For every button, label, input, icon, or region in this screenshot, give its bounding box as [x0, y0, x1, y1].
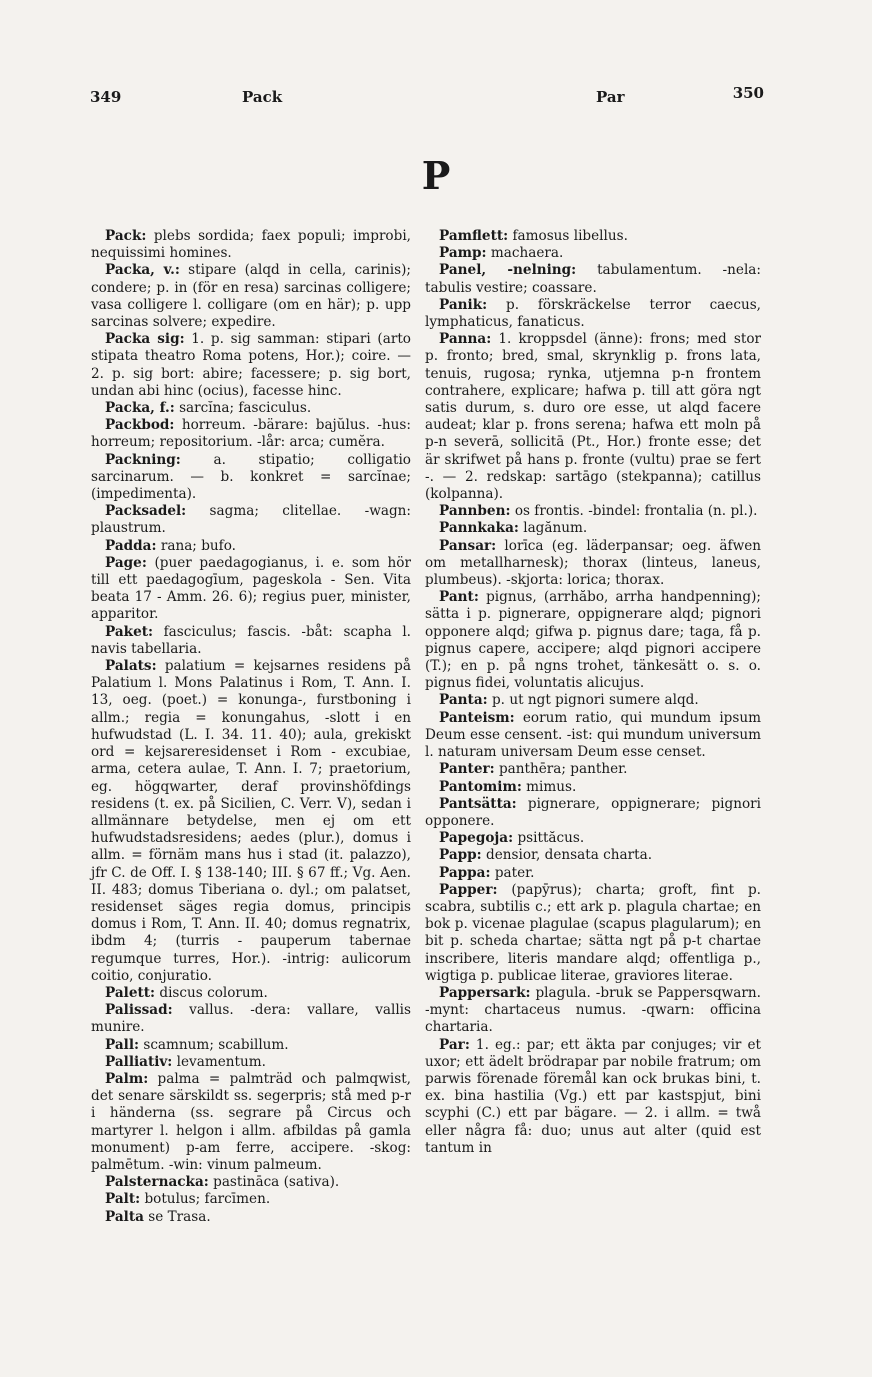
dictionary-entry: [425, 779, 761, 796]
entry-definition: palatium = kejsarnes residens på Palatium l. Mons Palatinus i Rom, T. Ann. I. 13, oeg. (poet.) = konunga-, furstboning i allm.; regia = konungahus, -slott i en hufwudstad (L. I. 34. 11. 40); aula, grekiskt ord = kejsareresidenset i Rom - excubiae, arma, cetera aulae, T. Ann. I. 7; praetorium, eg. högqwarter, deraf provinshöfdings residens (t. ex. på Sicilien, C. Verr. V), sedan i allmännare betydelse, men ej om ett hufwudstadsresidens; aedes (plur.), domus i allm. = förnäm mans hus i stad (it. palazzo), jfr C. de Off. I. § 138-140; III. § 67 ff.; Vg. Aen. II. 483; domus Tiberiana o. dyl.; om palatset, residenset säges regia domus, principis domus i Rom, T. Ann. II. 40; domus regnatrix, ibdm 4; (turris - pauperum tabernae regumque turres, Hor.). -intrig: aulicorum coitio, conjuratio.: [91, 658, 411, 984]
dictionary-entry: [425, 882, 761, 985]
entry-headword: Page:: [105, 554, 147, 571]
dictionary-entry: [425, 589, 761, 692]
entry-headword: Palliativ:: [105, 1053, 173, 1070]
dictionary-entry: [91, 417, 411, 451]
entry-definition: eorum ratio, qui mundum ipsum Deum esse censent. -ist: qui mundum universum l. naturam universam Deum esse censet.: [425, 709, 761, 761]
entry-definition: pastināca (sativa).: [208, 1174, 340, 1191]
dictionary-entry: [91, 1002, 411, 1036]
right-column: [425, 228, 761, 1157]
dictionary-entry: [425, 538, 761, 590]
entry-definition: se Trasa.: [143, 1208, 211, 1225]
entry-definition: p. ut ngt pignori sumere alqd.: [487, 692, 699, 709]
entry-headword: Palt:: [105, 1191, 141, 1208]
entry-definition: famosus libellus.: [508, 228, 628, 244]
dictionary-entry: [91, 1191, 411, 1208]
dictionary-entry: [91, 1174, 411, 1191]
dictionary-entry: [425, 985, 761, 1037]
entry-definition: rana; bufo.: [156, 537, 236, 554]
dictionary-entry: [91, 400, 411, 417]
dictionary-entry: [91, 1071, 411, 1174]
entry-headword: Palm:: [105, 1070, 149, 1087]
entry-headword: Panel, -nelning:: [439, 262, 577, 279]
dictionary-entry: [91, 262, 411, 331]
entry-headword: Palats:: [105, 658, 157, 675]
entry-headword: Pappersark:: [439, 984, 531, 1001]
dictionary-entry: [425, 847, 761, 864]
dictionary-entry: [91, 1054, 411, 1071]
entry-definition: plagula. -bruk se Pappersqwarn. -mynt: chartaceus numus. -qwarn: officina chartaria.: [425, 984, 761, 1036]
entry-definition: fasciculus; fascis. -båt: scapha l. navis tabellaria.: [91, 623, 411, 657]
entry-definition: (papȳrus); charta; groft, fint p. scabra, subtilis c.; ett ark p. plagula chartae; en bok p. vicenae plagulae (scapus plagularum); en bit p. scheda chartae; sätta ngt på p-t chartae inscribere, literis mandare alqd; offentliga p., wigtiga p. publicae literae, graviores literae.: [425, 881, 761, 984]
dictionary-entry: [91, 658, 411, 985]
entry-definition: lagănum.: [518, 520, 588, 537]
entry-definition: plebs sordida; faex populi; improbi, nequissimi homines.: [91, 228, 411, 262]
page-header: [90, 84, 764, 112]
dictionary-entry: [425, 262, 761, 296]
entry-headword: Panik:: [439, 296, 488, 313]
dictionary-entry: [425, 830, 761, 847]
entry-definition: panthēra; panther.: [494, 761, 628, 778]
dictionary-entry: [91, 985, 411, 1002]
entry-headword: Padda:: [105, 537, 157, 554]
entry-definition: psittăcus.: [513, 830, 585, 847]
entry-headword: Palta: [105, 1208, 144, 1225]
dictionary-entry: [425, 710, 761, 762]
entry-headword: Panna:: [439, 331, 492, 348]
dictionary-entry: [425, 297, 761, 331]
entry-definition: sarcĭna; fasciculus.: [174, 400, 312, 417]
entry-headword: Pall:: [105, 1036, 140, 1053]
entry-definition: (puer paedagogianus, i. e. som hör till ett paedagogīum, pageskola - Sen. Vita beata 17 - Amm. 26. 6); regius puer, minister, apparitor.: [91, 554, 411, 623]
entry-headword: Pamflett:: [439, 228, 509, 244]
dictionary-entry: [91, 538, 411, 555]
entry-definition: palma = palmträd och palmqwist, det senare särskildt ss. segerpris; stå med p-r i händerna (ss. segrare på Circus och martyrer l. helgon i allm. afbildas på gamla monument) p-am ferre, accipere. -skog: palmētum. -win: vinum palmeum.: [91, 1070, 411, 1173]
entry-headword: Pack:: [105, 228, 147, 244]
entry-headword: Panteism:: [439, 709, 515, 726]
entry-definition: 1. eg.: par; ett äkta par conjuges; vir et uxor; ett ädelt brödrapar par nobile fratrum; om parwis förenade föremål kan ock brukas bini, t. ex. bina hastilia (Vg.) ett par kastspjut, bini scyphi (C.) ett par bägare. — 2. i allm. = twå eller några få: duo; unus aut alter (quid est tantum in: [425, 1036, 761, 1156]
dictionary-entry: [425, 796, 761, 830]
entry-headword: Palett:: [105, 984, 156, 1001]
entry-headword: Pappa:: [439, 864, 491, 881]
dictionary-entry: [425, 865, 761, 882]
entry-definition: horreum. -bärare: bajŭlus. -hus: horreum; repositorium. -lår: arca; cumĕra.: [91, 417, 411, 451]
entry-definition: machaera.: [486, 245, 564, 262]
dictionary-entry: [91, 555, 411, 624]
page-number-left: 349: [90, 88, 122, 106]
entry-definition: lorīca (eg. läderpansar; oeg. äfwen om metallharnesk); thorax (linteus, laneus, plumbeus). -skjorta: lorica; thorax.: [425, 537, 761, 589]
entry-headword: Panter:: [439, 761, 495, 778]
entry-headword: Par:: [439, 1036, 470, 1053]
left-column: [91, 228, 411, 1226]
entry-definition: vallus. -dera: vallare, vallis munire.: [91, 1002, 411, 1036]
dictionary-entry: [425, 692, 761, 709]
dictionary-entry: [91, 1209, 411, 1226]
entry-headword: Paket:: [105, 623, 154, 640]
dictionary-entry: [91, 624, 411, 658]
entry-definition: levamentum.: [172, 1053, 266, 1070]
dictionary-entry: [91, 452, 411, 504]
entry-definition: pignus, (arrhăbo, arrha handpenning); sätta i p. pignerare, oppignerare alqd; pignori opponere alqd; gifwa p. pignus dare; taga, få p. pignus capere, accipere; alqd pignori accipere (T.); en p. på ngns trohet, tänkesätt o. s. o. pignus fidei, voluntatis alicujus.: [425, 589, 761, 692]
entry-definition: densior, densata charta.: [481, 847, 653, 864]
entry-definition: stipare (alqd in cella, carinis); condere; p. in (för en resa) sarcinas colligere; vasa colligere l. colligare (om en här); p. upp sarcinas solvere; expedire.: [91, 262, 412, 331]
entry-headword: Pantsätta:: [439, 795, 517, 812]
page-number-right: 350: [732, 84, 764, 102]
entry-definition: sagma; clitellae. -wagn: plaustrum.: [91, 503, 411, 537]
dictionary-entry: [425, 245, 761, 262]
dictionary-entry: [91, 1037, 411, 1054]
entry-definition: p. förskräckelse terror caecus, lymphaticus, fanaticus.: [425, 296, 761, 331]
dictionary-entry: [425, 520, 761, 537]
entry-headword: Pant:: [439, 589, 479, 606]
entry-definition: botulus; farcīmen.: [140, 1191, 271, 1208]
section-letter: P: [421, 153, 451, 198]
entry-headword: Packbod:: [105, 417, 175, 434]
entry-definition: 1. kroppsdel (änne): frons; med stor p. fronto; bred, smal, skrynklig p. frons lata, tenuis, rugosa; rynka, utjemna p-n frontem contrahere, explicare; hafwa p. till att göra ngt satis durum, s. duro ore esse, ut alqd facere audeat; klar p. frons serena; hafwa ett moln på p-n severā, sollicitā (Pt., Hor.) fronte esse; det är skrifwet på hans p. fronte (vultu) prae se fert -. — 2. redskap: sartāgo (stekpanna); catillus (kolpanna).: [425, 331, 761, 503]
dictionary-entry: [91, 228, 411, 262]
entry-headword: Packa, v.:: [105, 262, 180, 279]
entry-definition: discus colorum.: [155, 984, 268, 1001]
entry-headword: Packsadel:: [105, 503, 187, 520]
guide-word-left: Pack: [242, 88, 283, 106]
entry-headword: Pannkaka:: [439, 520, 519, 537]
entry-headword: Papper:: [439, 881, 498, 898]
entry-definition: scamnum; scabillum.: [139, 1036, 289, 1053]
dictionary-entry: [425, 1037, 761, 1157]
entry-headword: Packning:: [105, 451, 181, 468]
dictionary-entry: [425, 228, 761, 245]
entry-definition: os frontis. -bindel: frontalia (n. pl.).: [510, 503, 758, 520]
dictionary-entry: [91, 331, 411, 400]
entry-definition: mimus.: [521, 778, 577, 795]
entry-headword: Palsternacka:: [105, 1174, 209, 1191]
entry-headword: Papp:: [439, 847, 482, 864]
entry-headword: Panta:: [439, 692, 488, 709]
entry-headword: Pantomim:: [439, 778, 522, 795]
entry-headword: Pansar:: [439, 537, 497, 554]
entry-definition: pignerare, oppignerare; pignori opponere.: [425, 795, 761, 829]
entry-headword: Pamp:: [439, 245, 487, 262]
entry-definition: tabulamentum. -nela: tabulis vestire; coassare.: [425, 262, 761, 296]
dictionary-entry: [425, 761, 761, 778]
dictionary-entry: [425, 503, 761, 520]
entry-headword: Palissad:: [105, 1002, 173, 1019]
entry-headword: Packa sig:: [105, 331, 185, 348]
entry-definition: a. stipatio; colligatio sarcinarum. — b. konkret = sarcĭnae; (impedimenta).: [91, 451, 411, 503]
guide-word-right: Par: [596, 88, 625, 106]
dictionary-entry: [91, 503, 411, 537]
entry-definition: pater.: [490, 864, 535, 881]
entry-definition: 1. p. sig samman: stipari (arto stipata theatro Roma potens, Hor.); coire. — 2. p. sig bort: abire; facessere; p. sig bort, undan abi hinc (ocius), facesse hinc.: [91, 331, 411, 399]
entry-headword: Pannben:: [439, 503, 511, 520]
entry-headword: Packa, f.:: [105, 400, 175, 417]
dictionary-entry: [425, 331, 761, 503]
entry-headword: Papegoja:: [439, 830, 514, 847]
